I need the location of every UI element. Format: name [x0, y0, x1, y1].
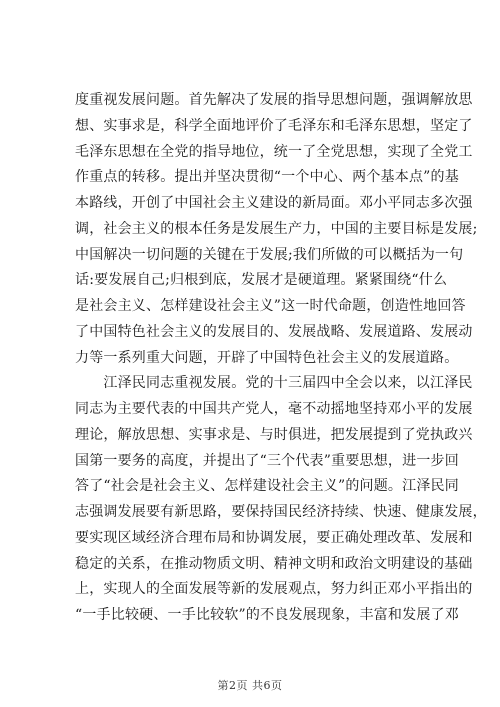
- text-line: 理论，解放思想、实事求是、与时俱进，把发展提到了党执政兴: [75, 426, 473, 443]
- text-line: 想、实事求是，科学全面地评价了毛泽东和毛泽东思想，坚定了: [75, 117, 473, 134]
- text-line: 江泽民同志重视发展。党的十三届四中全会以来，以江泽民: [75, 375, 473, 392]
- page-number-footer: 第2页 共6页: [217, 679, 283, 692]
- text-line: 上，实现人的全面发展等新的发展观点，努力纠正邓小平指出的: [75, 581, 473, 598]
- text-line: 国第一要务的高度，并提出了“三个代表”重要思想，进一步回: [75, 452, 459, 469]
- paragraph-1: [75, 88, 478, 371]
- text-line: 是社会主义、怎样建设社会主义”这一时代命题，创造性地回答: [75, 298, 466, 314]
- body-text: [75, 88, 487, 629]
- text-line: 作重点的转移。提出并坚决贯彻“一个中心、两个基本点”的基: [75, 169, 459, 186]
- text-line: 毛泽东思想在全党的指导地位，统一了全党思想，实现了全党工: [75, 143, 473, 160]
- text-line: 话:要发展自己;归根到底，发展才是硬道理。紧紧围绕“什么: [75, 272, 448, 289]
- text-line: 力等一系列重大问题，开辟了中国特色社会主义的发展道路。: [75, 349, 459, 366]
- text-line: 中国解决一切问题的关键在于发展;我们所做的可以概括为一句: [75, 246, 464, 263]
- text-line: 调，社会主义的根本任务是发展生产力，中国的主要目标是发展;: [75, 220, 478, 237]
- text-line: 同志为主要代表的中国共产党人，毫不动摇地坚持邓小平的发展: [75, 401, 473, 417]
- text-line: “一手比较硬、一手比较软”的不良发展现象，丰富和发展了邓: [75, 607, 459, 623]
- text-line: 志强调发展要有新思路，要保持国民经济持续、快速、健康发展，: [75, 504, 487, 520]
- text-line: 稳定的关系，在推动物质文明、精神文明和政治文明建设的基础: [75, 555, 473, 572]
- text-line: 了中国特色社会主义的发展目的、发展战略、发展道路、发展动: [75, 323, 473, 340]
- text-line: 答了“社会是社会主义、怎样建设社会主义”的问题。江泽民同: [75, 478, 459, 495]
- text-line: 本路线，开创了中国社会主义建设的新局面。邓小平同志多次强: [75, 195, 473, 211]
- text-line: 要实现区域经济合理布局和协调发展，要正确处理改革、发展和: [75, 529, 473, 546]
- paragraph-2: [75, 371, 487, 629]
- text-line: 度重视发展问题。首先解决了发展的指导思想问题，强调解放思: [75, 92, 473, 108]
